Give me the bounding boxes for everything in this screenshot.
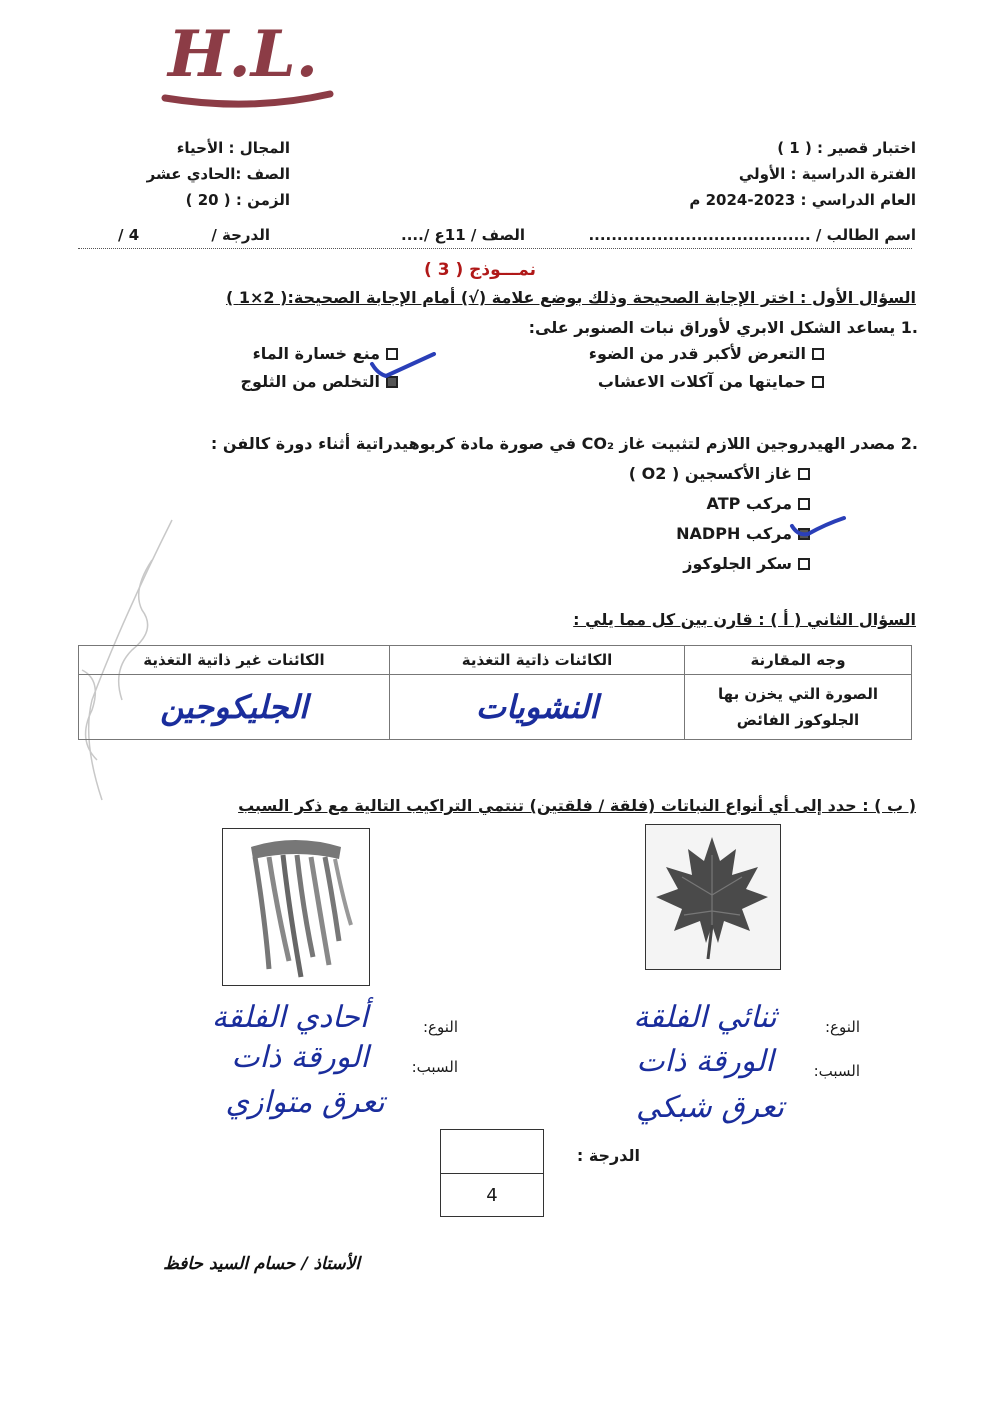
grass-leaf-image [222, 828, 370, 986]
student-name-line: اسم الطالب / ....................................... [588, 226, 916, 244]
maple-leaf-image [645, 824, 781, 970]
answer-glycogen: الجليكوجين [79, 675, 390, 740]
q1-item1-option-c[interactable]: حمايتها من آكلات الاعشاب [598, 372, 824, 391]
grade-level: الصف :الحادي عشر [146, 165, 290, 183]
table-row-label: الصورة التي يخزن بها الجلوكوز الفائض [685, 675, 912, 740]
term: الفترة الدراسية : الأولي [738, 165, 916, 183]
header-right [576, 135, 916, 213]
q1-item2-text: مصدر الهيدروجين اللازم لتثبيت غاز CO₂ في صورة مادة كربوهيدراتية أثناء دورة كالفن : [210, 434, 896, 453]
q1-item2-stem [138, 434, 918, 453]
grade-value: / 4 [118, 226, 140, 244]
q2a-title: السؤال الثاني ( أ ) : قارن بين كل مما يلي : [573, 610, 916, 629]
comparison-table [78, 645, 912, 740]
right-reason-answer-1: الورقة ذات [636, 1044, 774, 1079]
score-box-empty [441, 1130, 543, 1174]
header-divider [78, 248, 912, 249]
class-line: الصف / 11ع /.... [401, 226, 525, 244]
q1-item1-option-b[interactable]: منع خسارة الماء [253, 344, 398, 363]
table-header: الكائنات غير ذاتية التغذية [79, 646, 390, 675]
q1-item1-number: .1 [900, 318, 918, 337]
q1-item2-option-a[interactable]: غاز الأكسجين ( O2 ) [629, 464, 810, 483]
score-label: الدرجة : [576, 1146, 640, 1165]
q1-item2-number: .2 [900, 434, 918, 453]
checkbox[interactable] [798, 468, 810, 480]
left-type-answer: أحادي الفلقة [211, 1000, 369, 1035]
score-value: 4 [486, 1184, 498, 1206]
teacher-name: الأستاذ / حسام السيد حافظ [163, 1254, 360, 1274]
checkbox[interactable] [812, 376, 824, 388]
answer-starch: النشويات [390, 675, 685, 740]
checkbox[interactable] [812, 348, 824, 360]
right-type-label: النوع: [824, 1018, 860, 1036]
left-reason-label: السبب: [411, 1058, 458, 1076]
q1-item1-stem [318, 318, 918, 337]
grade-label: الدرجة / [211, 226, 270, 244]
q1-item1-option-d[interactable]: التخلص من الثلوج [241, 372, 398, 391]
q1-item1-text: يساعد الشكل الابري لأوراق نبات الصنوبر على: [528, 318, 896, 337]
subject: المجال : الأحياء [176, 139, 290, 157]
left-reason-answer-1: الورقة ذات [231, 1040, 369, 1075]
q1-item2-option-c[interactable]: مركب NADPH [676, 524, 810, 543]
svg-text:H.L.: H.L. [168, 17, 319, 92]
q1-title: السؤال الأول : اختر الإجابة الصحيحة وذلك بوضع علامة (√) أمام الإجابة الصحيحة:( 2×1 ) [225, 288, 916, 307]
left-type-label: النوع: [422, 1018, 458, 1036]
duration: الزمن : ( 20 ) [185, 191, 290, 209]
school-year: العام الدراسي : 2023-2024 م [689, 191, 916, 209]
checkbox[interactable] [798, 498, 810, 510]
initials-signature [150, 8, 350, 108]
q2b-title: ( ب ) : حدد إلى أي أنواع النباتات (فلقة / فلقتين) تنتمي التراكيب التالية مع ذكر السبب [238, 796, 916, 815]
right-reason-answer-2: تعرق شبكي [636, 1090, 784, 1125]
check-mark-icon [788, 512, 848, 546]
table-header: وجه المقارنة [685, 646, 912, 675]
score-box [440, 1129, 544, 1217]
q1-item2-option-b[interactable]: مركب ATP [707, 494, 810, 513]
q1-item2-option-d[interactable]: سكر الجلوكوز [683, 554, 810, 573]
right-type-answer: ثنائي الفلقة [633, 1000, 777, 1035]
table-header: الكائنات ذاتية التغذية [390, 646, 685, 675]
q1-item1-option-a[interactable]: التعرض لأكبر قدر من الضوء [589, 344, 824, 363]
header-left [110, 135, 290, 213]
check-mark-icon [368, 352, 438, 390]
model-label: نمـــوذج ( 3 ) [424, 260, 536, 280]
left-reason-answer-2: تعرق متوازي [225, 1085, 385, 1120]
checkbox[interactable] [798, 558, 810, 570]
quiz-number: اختبار قصير : ( 1 ) [777, 139, 916, 157]
right-reason-label: السبب: [813, 1062, 860, 1080]
